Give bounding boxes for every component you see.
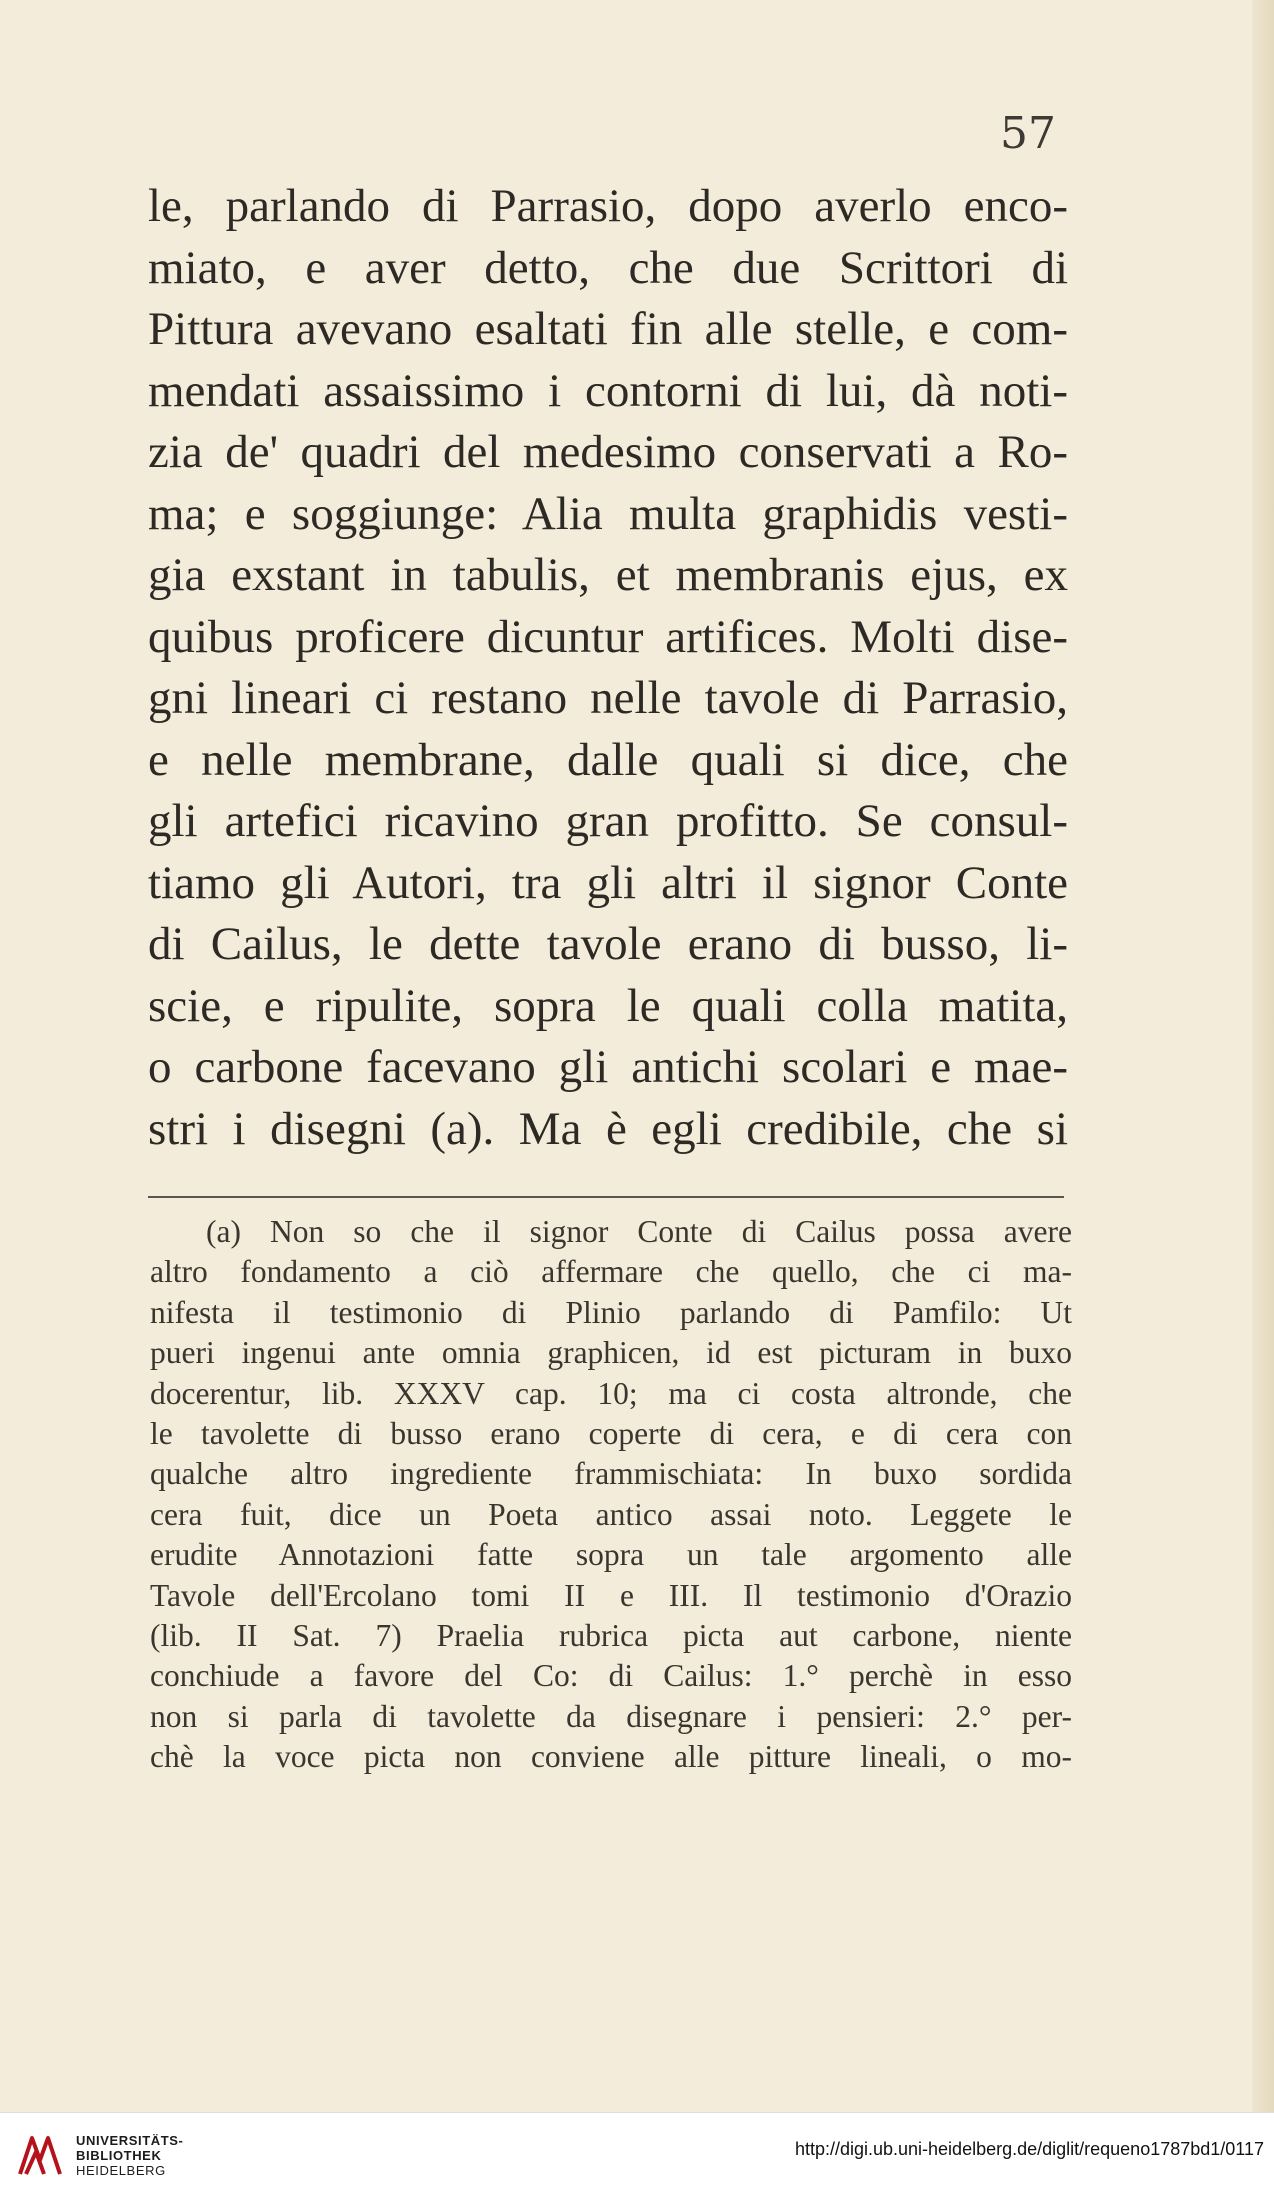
- footnote-line: chè la voce picta non conviene alle pitture lineali, o mo-: [150, 1739, 1072, 1775]
- body-line: Pittura avevano esaltati fin alle stelle, e com-: [148, 303, 1068, 355]
- body-line: scie, e ripulite, sopra le quali colla matita,: [148, 979, 1068, 1032]
- footnote-line: (lib. II Sat. 7) Praelia rubrica picta aut carbone, niente: [150, 1617, 1072, 1653]
- source-url-link[interactable]: http://digi.ub.uni-heidelberg.de/diglit/requeno1787bd1/0117: [794, 2139, 1264, 2159]
- library-name-line: UNIVERSITÄTS-: [76, 2133, 184, 2148]
- body-line: gli artefici ricavino gran profitto. Se consul-: [148, 795, 1068, 847]
- body-line: ma; e soggiunge: Alia multa graphidis vesti-: [148, 487, 1068, 540]
- body-line: gia exstant in tabulis, et membranis ejus, ex: [148, 549, 1068, 601]
- footnote-rule: [148, 1196, 1064, 1198]
- page-number: 57: [1000, 108, 1056, 159]
- body-text: [148, 176, 1068, 1160]
- library-name-line: HEIDELBERG: [76, 2163, 166, 2178]
- footnote-line: non si parla di tavolette da disegnare i pensieri: 2.° per-: [150, 1698, 1072, 1734]
- footnote-line: (a) Non so che il signor Conte di Cailus possa avere: [206, 1214, 1072, 1249]
- footnote: [150, 1212, 1072, 1777]
- body-line: di Cailus, le dette tavole erano di busso, li-: [148, 918, 1068, 970]
- body-line: quibus proficere dicuntur artifices. Molti dise-: [148, 610, 1068, 663]
- body-line: le, parlando di Parrasio, dopo averlo enco-: [148, 180, 1068, 232]
- body-line: e nelle membrane, dalle quali si dice, che: [148, 733, 1068, 786]
- footnote-line: conchiude a favore del Co: di Cailus: 1.° perchè in esso: [150, 1658, 1072, 1694]
- footnote-line: Tavole dell'Ercolano tomi II e III. Il testimonio d'Orazio: [150, 1577, 1072, 1613]
- body-line: zia de' quadri del medesimo conservati a Ro-: [148, 426, 1068, 478]
- footnote-line: qualche altro ingrediente frammischiata: In buxo sordida: [150, 1456, 1072, 1492]
- body-line: o carbone facevano gli antichi scolari e mae-: [148, 1041, 1068, 1093]
- footnote-line: pueri ingenui ante omnia graphicen, id est picturam in buxo: [150, 1335, 1072, 1371]
- body-line: gni lineari ci restano nelle tavole di Parrasio,: [148, 672, 1068, 724]
- footnote-line: altro fondamento a ciò affermare che quello, che ci ma-: [150, 1254, 1072, 1290]
- body-line: mendati assaissimo i contorni di lui, dà noti-: [148, 364, 1068, 417]
- footnote-line: cera fuit, dice un Poeta antico assai noto. Leggete le: [150, 1496, 1072, 1532]
- body-line: miato, e aver detto, che due Scrittori di: [148, 241, 1068, 294]
- body-line: tiamo gli Autori, tra gli altri il signor Conte: [148, 856, 1068, 909]
- footnote-line: le tavolette di busso erano coperte di cera, e di cera con: [150, 1415, 1072, 1451]
- library-name-line: BIBLIOTHEK: [76, 2148, 162, 2163]
- footnote-line: docerentur, lib. XXXV cap. 10; ma ci costa altronde, che: [150, 1375, 1072, 1411]
- heidelberg-library-logo-icon[interactable]: [14, 2130, 66, 2182]
- library-name[interactable]: [76, 2133, 183, 2178]
- body-line: stri i disegni (a). Ma è egli credibile, che si: [148, 1102, 1068, 1155]
- footnote-line: erudite Annotazioni fatte sopra un tale argomento alle: [150, 1537, 1072, 1573]
- footnote-line: nifesta il testimonio di Plinio parlando di Pamfilo: Ut: [150, 1294, 1072, 1330]
- page-edge: [1252, 0, 1274, 2112]
